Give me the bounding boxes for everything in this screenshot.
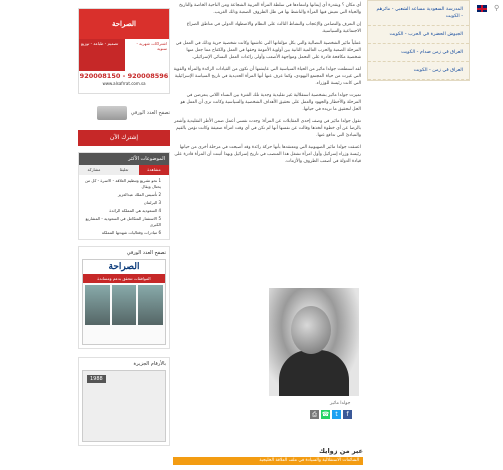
list-item[interactable]: 1 نحو تشريع وتنظيم العلاقة - الاسرة - كل من يحتال ويقال <box>84 178 161 189</box>
article-paragraph: تقول جولدا مائير في وصف إحدى المقابلات عن المرأة: وجدت نفسي أعمل ضمن الأطر التقليدية وأشعر بالرضا عن أي خطوة أتخذها وقالت عن نفسها أنها لم تكن في أي وقت امرأة ضعيفة وكانت تؤمن بالقيم والمبادئ التي تدافع عنها. <box>174 119 361 138</box>
edition-photo <box>112 285 137 325</box>
related-link[interactable]: العراق في زمن صدام - الكويت <box>368 44 469 62</box>
subscribe-button[interactable]: إشترك الآن <box>78 130 170 146</box>
paper-edition-label: تصفح العدد الورقي <box>130 110 170 116</box>
related-link[interactable]: المدرسة السعودية مساعد الشعبي - مائرهم - الكويت <box>368 1 469 26</box>
latest-section <box>173 447 363 465</box>
edition-masthead: الصراحة <box>83 260 165 275</box>
paper-edition-title: تصفح العدد الورقي <box>126 250 166 256</box>
archive-widget <box>78 357 170 446</box>
related-link[interactable]: العراق في زمن - الكويت <box>368 62 469 80</box>
list-item[interactable]: 4 السعودية هي المملكة الرائدة <box>109 208 161 213</box>
related-links-list <box>367 0 470 81</box>
latest-news-ticker[interactable]: الشائعات الاستقلالية والسيادة في ملف العلاقة الخليجية <box>173 457 363 465</box>
popular-topics-widget <box>78 152 170 240</box>
ad-website: www.alsafrrat.com.sa <box>102 81 146 86</box>
archive-year-badge: 1988 <box>87 375 106 383</box>
english-flag-icon[interactable] <box>477 5 487 12</box>
popular-topics-tabs <box>79 165 169 175</box>
print-icon[interactable]: ⎙ <box>310 410 319 419</box>
list-item[interactable]: 6 مبادرات وفعاليات شهدتها المملكة <box>101 230 161 235</box>
edition-photo <box>85 285 110 325</box>
photo-figure <box>279 350 349 396</box>
list-item[interactable]: 5 الاستثمار المتكامل في السعودية - المشاريع الكبرى <box>85 216 161 227</box>
advertisement-banner[interactable] <box>78 8 170 94</box>
list-item[interactable]: 2 تأسيس الملك عبدالعزيز <box>117 192 161 197</box>
tab-shares[interactable]: مشاركة <box>87 167 101 172</box>
edition-photo <box>138 285 163 325</box>
edition-photos <box>83 283 165 327</box>
archive-title: بالأرقام الجزيرة <box>133 361 166 367</box>
whatsapp-icon[interactable]: ☎ <box>321 411 330 418</box>
latest-section-title: عبر من زوايك <box>318 447 363 455</box>
left-sidebar <box>78 8 170 446</box>
tab-views[interactable]: مشاهدة <box>139 165 169 175</box>
article-paragraph: عملياً مائير الشخصية النضالية والتي بكل مؤلفاتها التي عاشتها وكانت شخصية حرية وذلك في العمل في المرحلة الصعبة والحرب العالمية الثانية بين أولوية الأمومة وحقها في العمل والكفاح مما جعل منها شخصية مكافحة قادرة على التحمل ومواجهة الأصعب وأولى رائدات العمل النسائي الإسرائيلي. <box>175 41 361 60</box>
article-paragraph: لقد استطعت جولدا مائير من الحياة السياسية التي عايشتها أن تكون من القيادات الرائدة والمرأة والقوية التي غيرت من حياة المجتمع اليهودي، وكما عرف عنها أنها المرأة الحديدية في تاريخ السياسة الإسرائيلية التي كانت رئيسة للوزراء. <box>173 67 361 86</box>
list-item[interactable]: 3 البرلمان <box>143 200 161 205</box>
tab-comments[interactable]: تعليقا <box>119 167 129 172</box>
article-photo[interactable] <box>269 288 359 396</box>
photo-portrait <box>291 306 331 354</box>
article-paragraph: اعتنقت جولدا مائير الصهيونية التي ومعتقدها بأنها حركة رائدة وقد أصبحت في مرحلة أخرى من حياتها رئيسة وزراء إسرائيل وأول امرأة تشغل هذا المنصب في تاريخ إسرائيل وبهذا أثبتت أن المرأة قادرة على قيادة الدولة في أصعب الظروف والأزمات. <box>174 145 361 164</box>
photo-caption: جولدا مائير <box>330 401 351 406</box>
ad-body <box>79 39 169 71</box>
ad-right-lines: اشتراكات شهرية - سنوية <box>125 39 169 71</box>
ad-phone: 920008150 - 920008596 <box>79 72 169 80</box>
article-body <box>173 2 361 170</box>
related-link[interactable]: الجيوش الحضرة في الحرب - الكويت <box>368 26 469 44</box>
twitter-icon[interactable]: t <box>332 410 341 419</box>
share-buttons <box>310 410 352 419</box>
article-paragraph: إن النعرف والتضامن والإعجاب والنشاط الثالث على النظام والاضطهاد الدولي في مناطق الصراع الاجتماعية والسياسية. <box>186 22 361 34</box>
right-sidebar <box>367 0 470 81</box>
ad-brand: الصراحة <box>79 9 169 39</box>
popular-topics-title: الموضوعات الأكثر <box>79 153 169 165</box>
archive-cover[interactable] <box>82 370 166 442</box>
paper-edition-promo[interactable] <box>78 100 170 126</box>
paper-edition-cover[interactable] <box>82 259 166 345</box>
edition-headline: الموافقات تتحقق بدعم ومساندة <box>83 275 165 283</box>
newspaper-icon <box>97 106 127 120</box>
paper-edition-widget <box>78 246 170 349</box>
popular-topics-list <box>79 178 169 236</box>
article-paragraph: أي مكان ؟ وبقدرة أي إيمانها وانتماءها في سلطة المرأة العربية الشجاعة ومن الناحية الخاصة والتاريخ والحياة التي تعيش فيها المرأة والناشط بها في ظل الظروف الصعبة وذلك الغريب. <box>179 3 361 15</box>
search-icon[interactable]: ⚲ <box>494 4 500 12</box>
article-paragraph: تميزت جولدا مائير بشخصية استقلالية غير تقليدية وجدية تلك الفترة بين النساء اللاتي يتعرضن في المرحلة والأخطار والجهود والعمل على تحقيق الأهداف الشخصية والسياسية وكانت ترى أن العمل هو الحل لتحقيق ما تريده في حياتها. <box>180 93 361 112</box>
facebook-icon[interactable]: f <box>343 410 352 419</box>
ad-left-lines: تصميم - طباعة - توزيع <box>79 39 125 71</box>
